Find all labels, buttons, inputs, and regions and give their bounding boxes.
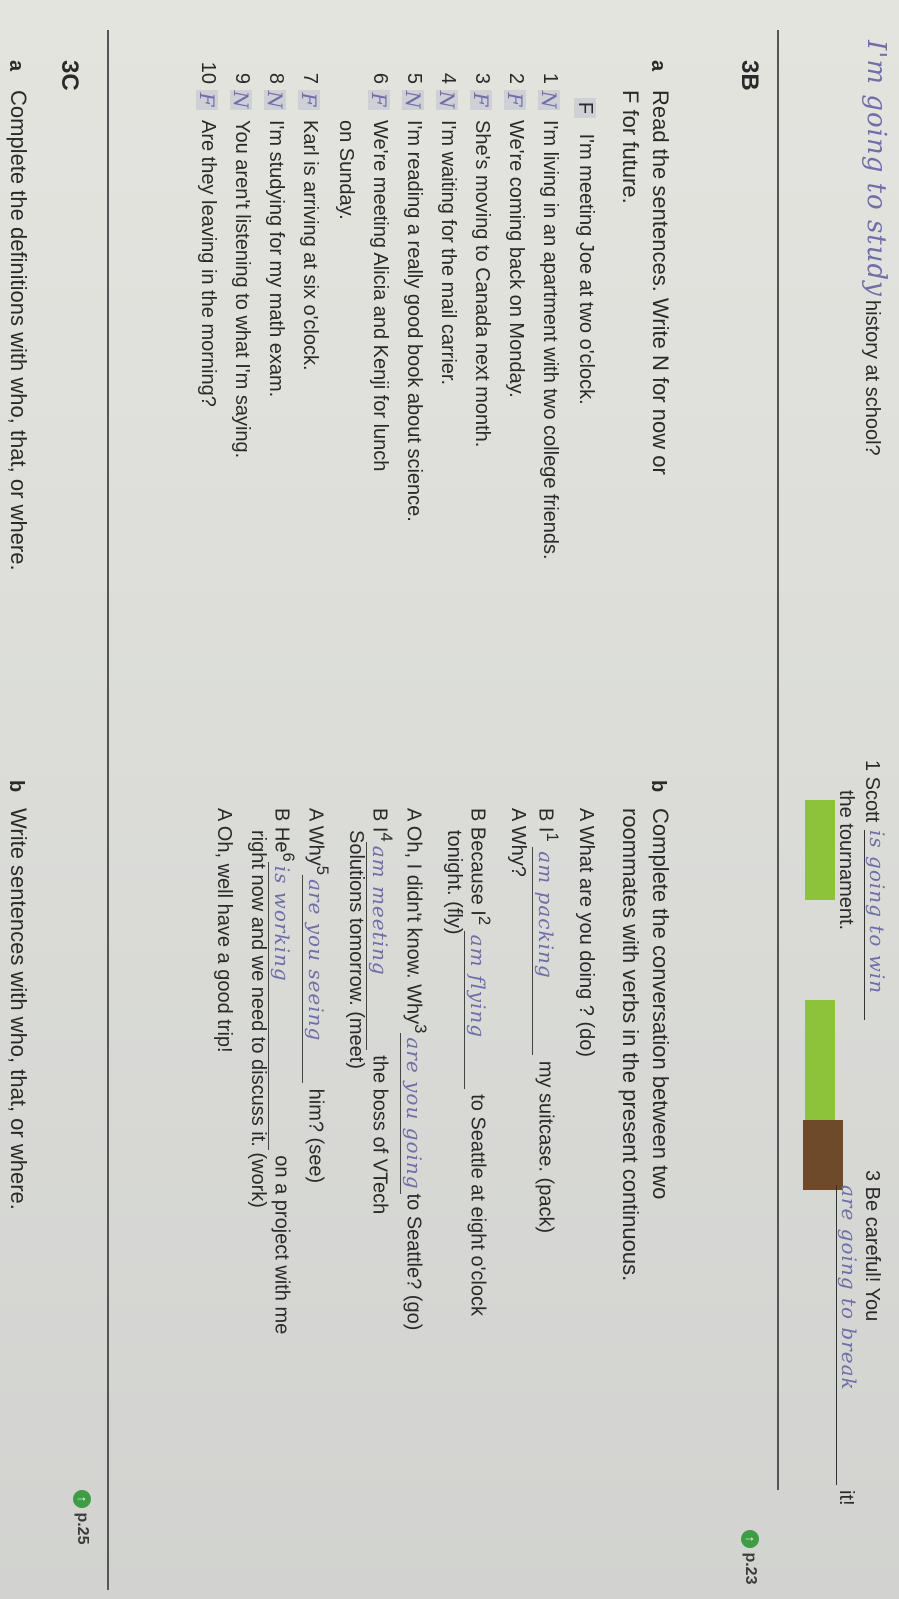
- item-number: 4: [437, 72, 459, 84]
- answer-blank-1[interactable]: am packing: [532, 847, 559, 1055]
- page-ref-top[interactable]: [741, 1530, 759, 1584]
- answer-mark[interactable]: N: [263, 90, 288, 110]
- blank-number: 5: [313, 865, 332, 876]
- answer-mark[interactable]: F: [504, 90, 526, 110]
- illustration-green-field-1: [805, 800, 835, 900]
- dialogue-line-1: A What are you doing ? (do): [575, 808, 597, 1058]
- dialogue-line-12: A Oh, well have a good trip!: [213, 808, 235, 1053]
- item-text: She's moving to Canada next month.: [471, 120, 493, 448]
- item-number: 3: [471, 72, 493, 84]
- blank-number: 4: [377, 832, 396, 842]
- dialogue-line-2: [532, 808, 565, 1233]
- item-number: 1: [539, 72, 561, 84]
- list-item: [229, 58, 255, 458]
- blank-number: 1: [543, 832, 562, 842]
- line-suffix: the boss of VTech: [368, 1055, 391, 1215]
- list-item: [469, 58, 495, 447]
- item-text: I'm waiting for the mail carrier.: [437, 120, 459, 386]
- item1-label: 1 Scott: [861, 760, 883, 823]
- prev-line-end: history at school?: [861, 300, 883, 456]
- part-a-label: a: [647, 60, 669, 72]
- blank-number: 2: [475, 915, 494, 926]
- item-number: 10: [197, 61, 219, 84]
- answer-mark[interactable]: N: [537, 90, 562, 110]
- line-prefix: B I: [368, 808, 391, 833]
- item3-label: 3 Be careful! You: [861, 1170, 883, 1322]
- part-b-label: b: [647, 780, 669, 793]
- list-item: [367, 58, 393, 471]
- item1-handwritten: is going to win: [864, 830, 889, 1020]
- answer-mark[interactable]: N: [229, 90, 254, 110]
- line-prefix: A Oh, I didn't know. Why: [402, 808, 425, 1025]
- part-3c-b-label: b: [5, 780, 27, 793]
- example-text: I'm meeting Joe at two o'clock.: [575, 133, 597, 405]
- dialogue-line-10: [268, 808, 301, 1334]
- item3-handwritten: are going to break: [836, 1185, 861, 1485]
- answer-blank-4[interactable]: am meeting: [366, 842, 393, 1050]
- item-text: We're coming back on Monday.: [505, 120, 527, 398]
- part-3c-b-instruction: Write sentences with who, that, or where.: [6, 808, 31, 1210]
- part-b-instruction-1: Complete the conversation between two: [648, 808, 673, 1200]
- item-text: Are they leaving in the morning?: [197, 120, 219, 407]
- line-prefix: B I: [534, 808, 557, 833]
- blank-number: 6: [279, 852, 298, 862]
- line-suffix: on a project with me: [270, 1155, 293, 1335]
- list-item: [263, 58, 289, 397]
- example-row: [573, 98, 599, 405]
- part-3c-a-instruction: Complete the definitions with who, that, or where.: [6, 90, 31, 571]
- item-number: 7: [299, 72, 321, 84]
- part-a-instruction-1: Read the sentences. Write N for now or: [648, 90, 673, 475]
- item-number: 9: [231, 72, 253, 84]
- dialogue-line-9: [302, 808, 335, 1183]
- item-text: I'm reading a really good book about science.: [403, 120, 425, 522]
- section-title-3b: 3B: [736, 60, 763, 91]
- item-number: 5: [403, 72, 425, 84]
- list-item: [297, 58, 323, 371]
- dialogue-line-5: tonight. (fly): [443, 830, 465, 935]
- list-item: [435, 58, 461, 385]
- item6-continuation: on Sunday.: [335, 120, 357, 220]
- line-suffix: my suitcase. (pack): [534, 1060, 557, 1234]
- part-a-instruction-2: F for future.: [618, 90, 643, 204]
- page-ref-bottom-label: p.25: [74, 1512, 91, 1545]
- page-ref-top-label: p.23: [742, 1552, 759, 1585]
- section-title-3c: 3C: [56, 60, 83, 91]
- answer-blank-5[interactable]: are you seeing: [302, 875, 329, 1083]
- answer-mark[interactable]: F: [470, 90, 492, 110]
- line-suffix: to Seattle at eight o'clock: [466, 1094, 489, 1316]
- item3-end: it!: [835, 1490, 857, 1506]
- dialogue-line-6: [400, 808, 433, 1330]
- answer-blank-6[interactable]: is working: [268, 862, 295, 1150]
- part-3c-a-label: a: [5, 60, 27, 72]
- handwritten-answer-prev: I'm going to study: [861, 40, 891, 297]
- example-mark[interactable]: F: [574, 98, 596, 118]
- line-prefix: B Because I: [466, 808, 489, 916]
- list-item: [503, 58, 529, 398]
- dialogue-line-8: Solutions tomorrow. (meet): [345, 830, 367, 1069]
- illustration-green-field-2: [805, 1000, 835, 1140]
- dialogue-line-3: A Why?: [507, 808, 529, 877]
- item-text: I'm living in an apartment with two college friends.: [539, 120, 561, 560]
- list-item: [537, 58, 563, 560]
- part-b-instruction-2: roommates with verbs in the present continuous.: [618, 808, 643, 1282]
- arrow-up-icon: ↑: [73, 1490, 91, 1508]
- answer-mark[interactable]: F: [298, 90, 320, 110]
- answer-blank-2[interactable]: am flying: [464, 931, 491, 1089]
- answer-blank-3[interactable]: are you going: [400, 1033, 427, 1193]
- answer-mark[interactable]: F: [368, 90, 390, 110]
- list-item: [401, 58, 427, 522]
- dialogue-line-11: right now and we need to discuss it. (work): [247, 830, 269, 1208]
- item1-end: the tournament.: [835, 790, 857, 931]
- line-suffix: him? (see): [304, 1088, 327, 1184]
- answer-mark[interactable]: F: [196, 90, 218, 110]
- answer-mark[interactable]: N: [401, 90, 426, 110]
- item-number: 2: [505, 72, 527, 84]
- item-number: 6: [369, 72, 391, 84]
- item-text: Karl is arriving at six o'clock.: [299, 120, 321, 371]
- answer-mark[interactable]: N: [435, 90, 460, 110]
- arrow-up-icon: ↑: [741, 1530, 759, 1548]
- item-number: 8: [265, 72, 287, 84]
- line-suffix: to Seattle? (go): [402, 1193, 425, 1331]
- illustration-fence: [803, 1120, 843, 1190]
- dialogue-line-4: [464, 808, 497, 1316]
- item-text: You aren't listening to what I'm saying.: [231, 120, 253, 459]
- divider-top: [777, 30, 779, 1490]
- page-ref-bottom[interactable]: [73, 1490, 91, 1544]
- line-prefix: A Why: [304, 808, 327, 866]
- blank-number: 3: [411, 1024, 430, 1034]
- item-text: We're meeting Alicia and Kenji for lunch: [369, 120, 391, 472]
- divider-bottom: [107, 30, 109, 1590]
- line-prefix: B He: [270, 808, 293, 853]
- dialogue-line-7: [366, 808, 399, 1214]
- list-item: [195, 58, 221, 407]
- item-text: I'm studying for my math exam.: [265, 120, 287, 398]
